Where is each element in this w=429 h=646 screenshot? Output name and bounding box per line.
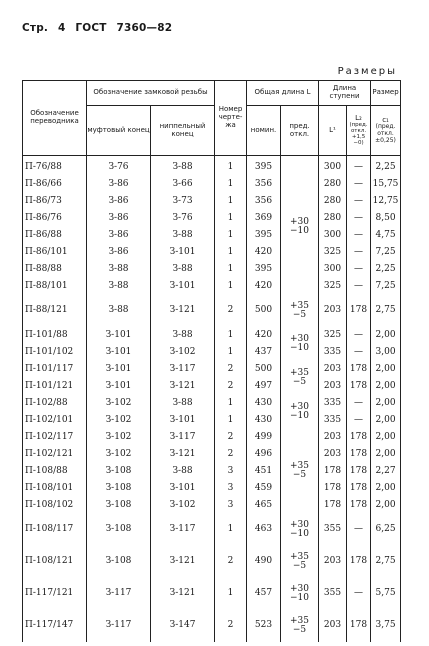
row-l1: 335	[319, 395, 347, 412]
tolerance-upper: +30	[290, 333, 310, 344]
row-designation: П-88/121	[23, 295, 87, 327]
row-nipple: З-147	[151, 610, 215, 642]
row-drawing: 1	[215, 578, 247, 610]
tolerance-upper: +30	[290, 216, 310, 227]
row-coupling: З-101	[87, 327, 151, 344]
row-length: 523	[247, 610, 281, 642]
tolerance-cell	[281, 361, 319, 395]
row-l2: —	[347, 327, 371, 344]
row-length: 430	[247, 395, 281, 412]
col-size: Размер	[371, 81, 401, 106]
row-c1: 2,00	[371, 327, 401, 344]
row-l1: 203	[319, 610, 347, 642]
row-drawing: 2	[215, 361, 247, 378]
row-c1: 3,75	[371, 610, 401, 642]
row-coupling: З-76	[87, 156, 151, 177]
row-designation: П-101/121	[23, 378, 87, 395]
row-l2: —	[347, 395, 371, 412]
tolerance-upper: +35	[290, 300, 310, 311]
row-l2: —	[347, 244, 371, 261]
row-designation: П-86/88	[23, 227, 87, 244]
col-nipple: ниппельный конец	[151, 106, 215, 156]
c1-deviation: (пред. откл. ±0,25)	[375, 123, 396, 144]
row-length: 369	[247, 210, 281, 227]
row-coupling: З-108	[87, 497, 151, 514]
row-l2: 178	[347, 497, 371, 514]
tolerance-cell	[281, 514, 319, 546]
row-l2: —	[347, 227, 371, 244]
row-c1: 15,75	[371, 176, 401, 193]
row-c1: 5,75	[371, 578, 401, 610]
row-designation: П-101/88	[23, 327, 87, 344]
col-total-length: Общая длина L	[247, 81, 319, 106]
tolerance-upper: +35	[290, 615, 310, 626]
row-nipple: З-88	[151, 395, 215, 412]
tolerance-cell	[281, 295, 319, 327]
row-drawing: 2	[215, 295, 247, 327]
row-designation: П-101/102	[23, 344, 87, 361]
row-designation: П-108/117	[23, 514, 87, 546]
row-l1: 355	[319, 578, 347, 610]
row-l2: —	[347, 514, 371, 546]
row-designation: П-88/88	[23, 261, 87, 278]
gost-label: ГОСТ	[75, 22, 107, 34]
row-length: 437	[247, 344, 281, 361]
row-coupling: З-88	[87, 278, 151, 295]
row-c1: 2,00	[371, 480, 401, 497]
row-length: 420	[247, 244, 281, 261]
col-step-length: Длина ступени	[319, 81, 371, 106]
tolerance-upper: +35	[290, 551, 310, 562]
tolerance-lower: −5	[292, 376, 307, 387]
row-length: 395	[247, 156, 281, 177]
row-coupling: З-88	[87, 261, 151, 278]
row-l1: 335	[319, 412, 347, 429]
row-designation: П-86/66	[23, 176, 87, 193]
row-drawing: 1	[215, 412, 247, 429]
row-nipple: З-101	[151, 244, 215, 261]
row-coupling: З-102	[87, 446, 151, 463]
row-c1: 8,50	[371, 210, 401, 227]
row-l2: 178	[347, 429, 371, 446]
row-l1: 325	[319, 278, 347, 295]
row-length: 499	[247, 429, 281, 446]
tolerance-lower: −10	[290, 528, 310, 539]
row-c1: 7,25	[371, 244, 401, 261]
row-length: 356	[247, 193, 281, 210]
tolerance-lower: −10	[290, 592, 310, 603]
tolerance-lower: −10	[290, 410, 310, 421]
row-l2: —	[347, 210, 371, 227]
row-l2: —	[347, 344, 371, 361]
row-c1: 2,00	[371, 429, 401, 446]
row-drawing: 1	[215, 227, 247, 244]
row-coupling: З-102	[87, 429, 151, 446]
row-l2: —	[347, 278, 371, 295]
row-length: 451	[247, 463, 281, 480]
row-drawing: 3	[215, 463, 247, 480]
row-designation: П-108/101	[23, 480, 87, 497]
row-designation: П-86/101	[23, 244, 87, 261]
row-l1: 178	[319, 497, 347, 514]
row-designation: П-108/121	[23, 546, 87, 578]
row-length: 500	[247, 361, 281, 378]
row-drawing: 3	[215, 497, 247, 514]
tolerance-upper: +30	[290, 401, 310, 412]
tolerance-upper: +35	[290, 367, 310, 378]
row-drawing: 1	[215, 514, 247, 546]
row-length: 497	[247, 378, 281, 395]
row-coupling: З-101	[87, 361, 151, 378]
row-nipple: З-88	[151, 261, 215, 278]
page-header	[22, 22, 178, 34]
row-l1: 203	[319, 361, 347, 378]
row-designation: П-108/88	[23, 463, 87, 480]
tolerance-cell	[281, 578, 319, 610]
row-nipple: З-121	[151, 446, 215, 463]
row-designation: П-117/121	[23, 578, 87, 610]
row-coupling: З-108	[87, 463, 151, 480]
row-length: 463	[247, 514, 281, 546]
row-designation: П-102/117	[23, 429, 87, 446]
row-drawing: 1	[215, 156, 247, 177]
row-drawing: 2	[215, 378, 247, 395]
col-deviation: пред. откл.	[281, 106, 319, 156]
col-c1	[371, 106, 401, 156]
row-length: 496	[247, 446, 281, 463]
row-l1: 325	[319, 327, 347, 344]
row-nipple: З-101	[151, 480, 215, 497]
table-caption: Размеры	[337, 66, 397, 77]
tolerance-lower: −5	[292, 470, 307, 481]
tolerance-lower: −10	[290, 342, 310, 353]
row-c1: 7,25	[371, 278, 401, 295]
row-length: 459	[247, 480, 281, 497]
row-length: 465	[247, 497, 281, 514]
row-l2: 178	[347, 378, 371, 395]
row-length: 356	[247, 176, 281, 193]
tolerance-lower: −5	[292, 560, 307, 571]
row-length: 395	[247, 227, 281, 244]
row-c1: 2,75	[371, 295, 401, 327]
row-l1: 325	[319, 244, 347, 261]
row-l2: —	[347, 156, 371, 177]
row-l2: 178	[347, 361, 371, 378]
row-coupling: З-101	[87, 344, 151, 361]
col-coupling: муфтовый конец	[87, 106, 151, 156]
c1-label: c₁	[382, 115, 389, 124]
col-drawing-no: Номер черте- жа	[215, 81, 247, 156]
row-drawing: 3	[215, 480, 247, 497]
row-nipple: З-102	[151, 497, 215, 514]
row-c1: 2,27	[371, 463, 401, 480]
row-length: 430	[247, 412, 281, 429]
row-c1: 2,00	[371, 497, 401, 514]
page-label: Стр.	[22, 22, 49, 34]
col-thread-group: Обозначение замковой резьбы	[87, 81, 215, 106]
row-coupling: З-88	[87, 295, 151, 327]
row-c1: 2,00	[371, 378, 401, 395]
row-l1: 300	[319, 261, 347, 278]
row-designation: П-117/147	[23, 610, 87, 642]
row-l1: 203	[319, 546, 347, 578]
row-designation: П-108/102	[23, 497, 87, 514]
row-nipple: З-66	[151, 176, 215, 193]
page-number: 4	[57, 22, 66, 34]
row-nipple: З-102	[151, 344, 215, 361]
row-nipple: З-117	[151, 429, 215, 446]
row-nipple: З-88	[151, 227, 215, 244]
row-coupling: З-117	[87, 578, 151, 610]
row-l2: —	[347, 412, 371, 429]
tolerance-lower: −5	[292, 309, 307, 320]
row-drawing: 1	[215, 210, 247, 227]
row-l2: 178	[347, 295, 371, 327]
row-c1: 3,00	[371, 344, 401, 361]
row-length: 490	[247, 546, 281, 578]
col-l1: L¹	[319, 106, 347, 156]
row-drawing: 1	[215, 244, 247, 261]
row-nipple: З-73	[151, 193, 215, 210]
row-c1: 2,00	[371, 412, 401, 429]
row-length: 420	[247, 327, 281, 344]
row-coupling: З-108	[87, 480, 151, 497]
row-drawing: 2	[215, 446, 247, 463]
row-drawing: 1	[215, 344, 247, 361]
row-l1: 280	[319, 193, 347, 210]
row-coupling: З-101	[87, 378, 151, 395]
row-c1: 2,25	[371, 156, 401, 177]
row-drawing: 2	[215, 610, 247, 642]
row-nipple: З-88	[151, 156, 215, 177]
row-length: 420	[247, 278, 281, 295]
row-l1: 300	[319, 227, 347, 244]
row-l2: —	[347, 176, 371, 193]
row-l1: 203	[319, 295, 347, 327]
row-coupling: З-86	[87, 176, 151, 193]
row-l1: 355	[319, 514, 347, 546]
dimensions-table	[22, 80, 401, 642]
row-nipple: З-88	[151, 463, 215, 480]
row-drawing: 1	[215, 261, 247, 278]
row-l2: 178	[347, 546, 371, 578]
row-coupling: З-117	[87, 610, 151, 642]
row-designation: П-88/101	[23, 278, 87, 295]
row-c1: 12,75	[371, 193, 401, 210]
row-designation: П-76/88	[23, 156, 87, 177]
row-drawing: 2	[215, 429, 247, 446]
row-coupling: З-102	[87, 395, 151, 412]
tolerance-lower: −5	[292, 624, 307, 635]
gost-code: 7360—82	[116, 22, 173, 34]
row-length: 395	[247, 261, 281, 278]
row-l2: 178	[347, 446, 371, 463]
row-nipple: З-121	[151, 378, 215, 395]
tolerance-upper: +30	[290, 519, 310, 530]
row-l1: 280	[319, 210, 347, 227]
row-drawing: 1	[215, 193, 247, 210]
row-l1: 178	[319, 480, 347, 497]
row-l2: —	[347, 261, 371, 278]
row-c1: 2,25	[371, 261, 401, 278]
row-length: 457	[247, 578, 281, 610]
row-nipple: З-88	[151, 327, 215, 344]
col-designation: Обозначение переводника	[23, 81, 87, 156]
row-c1: 6,25	[371, 514, 401, 546]
l2-label: L₂	[355, 113, 362, 122]
row-coupling: З-108	[87, 546, 151, 578]
row-designation: П-101/117	[23, 361, 87, 378]
row-coupling: З-108	[87, 514, 151, 546]
row-nipple: З-121	[151, 295, 215, 327]
row-l2: —	[347, 193, 371, 210]
row-coupling: З-86	[87, 193, 151, 210]
tolerance-lower: −10	[290, 225, 310, 236]
tolerance-cell	[281, 327, 319, 361]
row-nipple: З-101	[151, 278, 215, 295]
row-nipple: З-121	[151, 546, 215, 578]
row-designation: П-86/76	[23, 210, 87, 227]
row-drawing: 1	[215, 327, 247, 344]
row-nipple: З-76	[151, 210, 215, 227]
row-l1: 300	[319, 156, 347, 177]
row-designation: П-86/73	[23, 193, 87, 210]
row-c1: 2,00	[371, 446, 401, 463]
row-l1: 203	[319, 429, 347, 446]
tolerance-upper: +35	[290, 461, 310, 472]
row-nipple: З-121	[151, 578, 215, 610]
row-coupling: З-86	[87, 227, 151, 244]
row-designation: П-102/88	[23, 395, 87, 412]
row-drawing: 1	[215, 395, 247, 412]
row-l2: 178	[347, 480, 371, 497]
row-l1: 203	[319, 378, 347, 395]
row-l1: 178	[319, 463, 347, 480]
row-designation: П-102/121	[23, 446, 87, 463]
row-coupling: З-102	[87, 412, 151, 429]
tolerance-cell	[281, 395, 319, 429]
tolerance-cell	[281, 156, 319, 296]
tolerance-cell	[281, 610, 319, 642]
row-nipple: З-101	[151, 412, 215, 429]
row-drawing: 2	[215, 546, 247, 578]
tolerance-upper: +30	[290, 583, 310, 594]
row-l1: 335	[319, 344, 347, 361]
row-coupling: З-86	[87, 244, 151, 261]
row-l1: 203	[319, 446, 347, 463]
row-drawing: 1	[215, 176, 247, 193]
tolerance-cell	[281, 429, 319, 514]
row-nipple: З-117	[151, 361, 215, 378]
l2-deviation: (пред. откл. +1,5 −0)	[349, 122, 368, 147]
row-length: 500	[247, 295, 281, 327]
row-l2: 178	[347, 463, 371, 480]
row-l1: 280	[319, 176, 347, 193]
row-l2: —	[347, 578, 371, 610]
row-c1: 2,75	[371, 546, 401, 578]
row-c1: 4,75	[371, 227, 401, 244]
col-l2	[347, 106, 371, 156]
row-nipple: З-117	[151, 514, 215, 546]
row-c1: 2,00	[371, 395, 401, 412]
row-coupling: З-86	[87, 210, 151, 227]
row-c1: 2,00	[371, 361, 401, 378]
row-designation: П-102/101	[23, 412, 87, 429]
row-l2: 178	[347, 610, 371, 642]
col-nominal: номин.	[247, 106, 281, 156]
tolerance-cell	[281, 546, 319, 578]
row-drawing: 1	[215, 278, 247, 295]
